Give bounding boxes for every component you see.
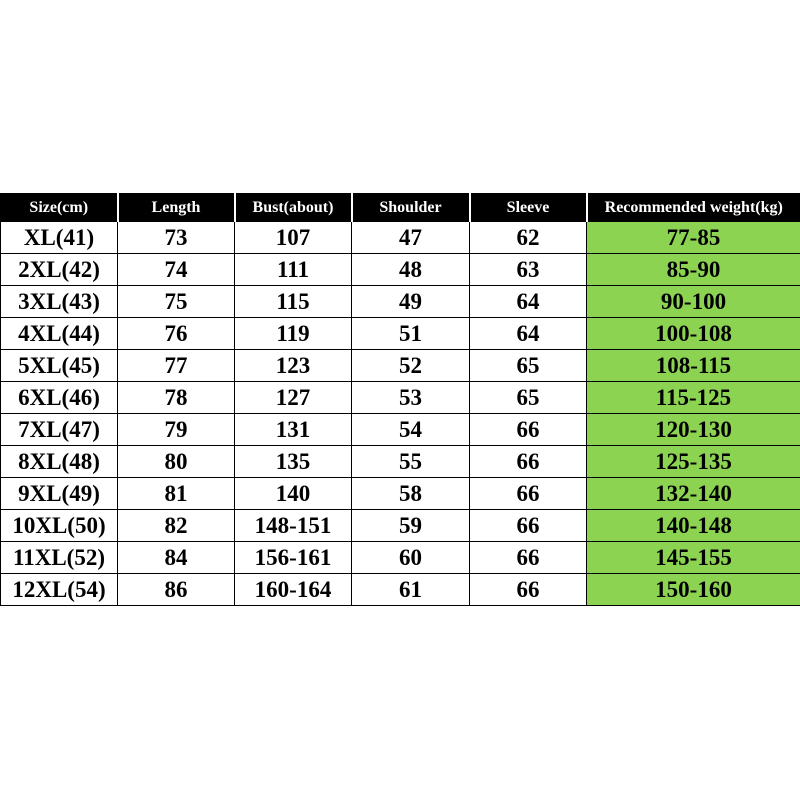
- cell-length: 86: [118, 574, 235, 606]
- cell-sleeve: 66: [470, 414, 587, 446]
- cell-length: 79: [118, 414, 235, 446]
- cell-size: 12XL(54): [1, 574, 118, 606]
- header-row: [1, 194, 800, 222]
- cell-bust: 127: [235, 382, 352, 414]
- column-header-shoulder: Shoulder: [352, 194, 470, 222]
- cell-shoulder: 58: [352, 478, 470, 510]
- cell-recommended-weight: 77-85: [587, 222, 800, 254]
- cell-shoulder: 61: [352, 574, 470, 606]
- table-row: [1, 414, 800, 446]
- cell-bust: 115: [235, 286, 352, 318]
- cell-size: 5XL(45): [1, 350, 118, 382]
- cell-sleeve: 65: [470, 350, 587, 382]
- cell-shoulder: 53: [352, 382, 470, 414]
- size-chart-body: [1, 222, 800, 606]
- cell-size: 2XL(42): [1, 254, 118, 286]
- cell-bust: 123: [235, 350, 352, 382]
- cell-sleeve: 66: [470, 510, 587, 542]
- cell-sleeve: 63: [470, 254, 587, 286]
- cell-length: 81: [118, 478, 235, 510]
- table-row: [1, 318, 800, 350]
- cell-recommended-weight: 132-140: [587, 478, 800, 510]
- size-chart-table: [0, 193, 800, 606]
- cell-bust: 135: [235, 446, 352, 478]
- cell-shoulder: 48: [352, 254, 470, 286]
- cell-recommended-weight: 145-155: [587, 542, 800, 574]
- cell-length: 84: [118, 542, 235, 574]
- cell-size: 6XL(46): [1, 382, 118, 414]
- cell-shoulder: 54: [352, 414, 470, 446]
- cell-size: 10XL(50): [1, 510, 118, 542]
- cell-shoulder: 47: [352, 222, 470, 254]
- cell-recommended-weight: 85-90: [587, 254, 800, 286]
- cell-recommended-weight: 140-148: [587, 510, 800, 542]
- cell-recommended-weight: 100-108: [587, 318, 800, 350]
- cell-length: 78: [118, 382, 235, 414]
- table-row: [1, 478, 800, 510]
- cell-recommended-weight: 120-130: [587, 414, 800, 446]
- cell-bust: 119: [235, 318, 352, 350]
- table-row: [1, 574, 800, 606]
- cell-size: 7XL(47): [1, 414, 118, 446]
- cell-sleeve: 64: [470, 286, 587, 318]
- cell-size: XL(41): [1, 222, 118, 254]
- cell-sleeve: 64: [470, 318, 587, 350]
- table-row: [1, 286, 800, 318]
- cell-length: 76: [118, 318, 235, 350]
- cell-recommended-weight: 115-125: [587, 382, 800, 414]
- cell-sleeve: 66: [470, 478, 587, 510]
- cell-bust: 160-164: [235, 574, 352, 606]
- cell-sleeve: 66: [470, 542, 587, 574]
- cell-length: 77: [118, 350, 235, 382]
- cell-length: 80: [118, 446, 235, 478]
- cell-sleeve: 66: [470, 446, 587, 478]
- cell-shoulder: 60: [352, 542, 470, 574]
- column-header-length: Length: [118, 194, 235, 222]
- table-row: [1, 510, 800, 542]
- cell-recommended-weight: 125-135: [587, 446, 800, 478]
- cell-bust: 140: [235, 478, 352, 510]
- cell-sleeve: 65: [470, 382, 587, 414]
- table-row: [1, 542, 800, 574]
- cell-bust: 107: [235, 222, 352, 254]
- table-row: [1, 382, 800, 414]
- cell-recommended-weight: 150-160: [587, 574, 800, 606]
- cell-shoulder: 59: [352, 510, 470, 542]
- cell-bust: 156-161: [235, 542, 352, 574]
- cell-bust: 148-151: [235, 510, 352, 542]
- cell-shoulder: 51: [352, 318, 470, 350]
- cell-size: 4XL(44): [1, 318, 118, 350]
- cell-shoulder: 55: [352, 446, 470, 478]
- cell-size: 9XL(49): [1, 478, 118, 510]
- cell-sleeve: 62: [470, 222, 587, 254]
- cell-length: 75: [118, 286, 235, 318]
- cell-bust: 131: [235, 414, 352, 446]
- column-header-sleeve: Sleeve: [470, 194, 587, 222]
- cell-shoulder: 52: [352, 350, 470, 382]
- table-row: [1, 350, 800, 382]
- table-row: [1, 222, 800, 254]
- size-chart-header: [1, 194, 800, 222]
- column-header-recommended-weight: Recommended weight(kg): [587, 194, 800, 222]
- cell-sleeve: 66: [470, 574, 587, 606]
- cell-size: 11XL(52): [1, 542, 118, 574]
- column-header-size: Size(cm): [1, 194, 118, 222]
- cell-size: 3XL(43): [1, 286, 118, 318]
- cell-bust: 111: [235, 254, 352, 286]
- cell-length: 82: [118, 510, 235, 542]
- table-row: [1, 254, 800, 286]
- cell-recommended-weight: 108-115: [587, 350, 800, 382]
- cell-length: 74: [118, 254, 235, 286]
- cell-size: 8XL(48): [1, 446, 118, 478]
- table-row: [1, 446, 800, 478]
- column-header-bust: Bust(about): [235, 194, 352, 222]
- cell-length: 73: [118, 222, 235, 254]
- cell-recommended-weight: 90-100: [587, 286, 800, 318]
- cell-shoulder: 49: [352, 286, 470, 318]
